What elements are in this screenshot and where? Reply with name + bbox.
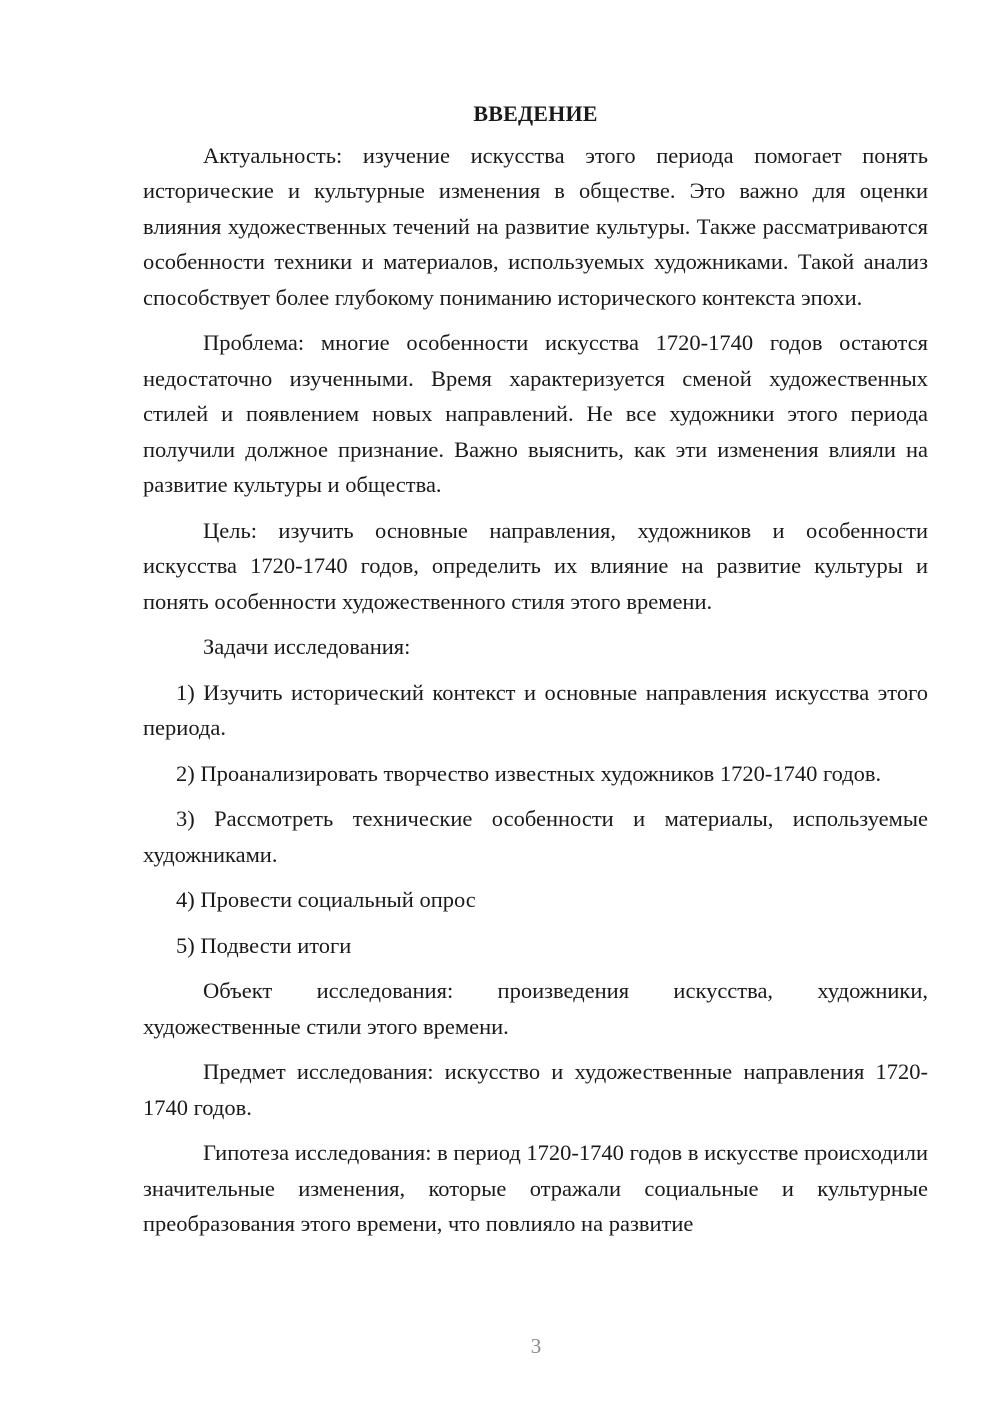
page-content	[143, 96, 928, 1252]
task-item-1: 1) Изучить исторический контекст и основные направления искусства этого периода.	[143, 679, 928, 740]
task-item-2: 2) Проанализировать творчество известных художников 1720-1740 годов.	[176, 760, 882, 786]
goal-paragraph: Цель: изучить основные направления, художников и особенности искусства 1720-1740 годов, определить их влияние на развитие культуры и понять особенности художественного стиля этого времени.	[143, 517, 928, 614]
task-item-4: 4) Провести социальный опрос	[176, 887, 476, 912]
page-number: 3	[530, 1334, 542, 1358]
subject-paragraph: Предмет исследования: искусство и художественные направления 1720-1740 годов.	[143, 1059, 928, 1120]
page-title: ВВЕДЕНИЕ	[473, 101, 598, 126]
problem-paragraph: Проблема: многие особенности искусства 1720-1740 годов остаются недостаточно изученными. Время характеризуется сменой художественных стилей и появлением новых направлений. Не все художники этого периода получили должное признание. Важно выяснить, как эти изменения влияли на развитие культуры и общества.	[143, 330, 928, 497]
task-item-3: 3) Рассмотреть технические особенности и материалы, используемые художниками.	[143, 806, 928, 867]
relevance-paragraph: Актуальность: изучение искусства этого периода помогает понять исторические и культурные изменения в обществе. Это важно для оценки влияния художественных течений на развитие культуры. Также рассматриваются особенности техники и материалов, используемых художниками. Такой анализ способствует более глубокому пониманию исторического контекста эпохи.	[143, 142, 928, 310]
task-item-5: 5) Подвести итоги	[176, 932, 352, 958]
hypothesis-paragraph: Гипотеза исследования: в период 1720-1740 годов в искусстве происходили значительные изменения, которые отражали социальные и культурные преобразования этого времени, что повлияло на развитие	[143, 1140, 928, 1236]
object-paragraph: Объект исследования: произведения искусства, художники, художественные стили этого времени.	[143, 978, 928, 1039]
tasks-intro: Задачи исследования:	[203, 634, 411, 659]
